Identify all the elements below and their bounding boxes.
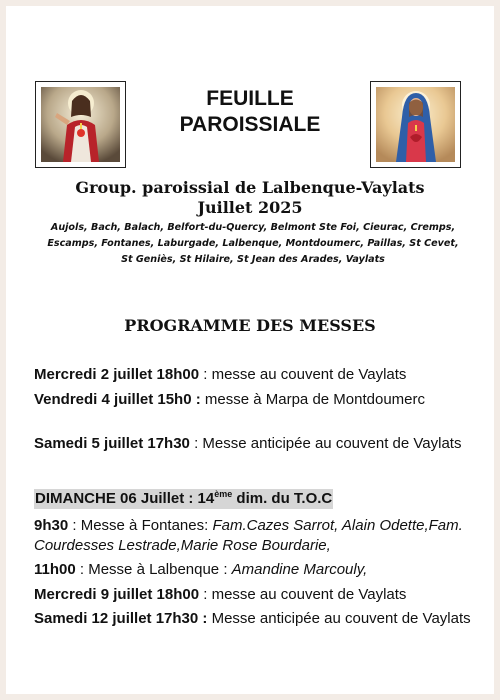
mass-when: Samedi 5 juillet 17h30 [34, 435, 190, 452]
group-month: Juillet 2025 [197, 198, 303, 217]
sunday-heading-suffix: dim. du T.O.C [232, 490, 333, 507]
mass-entry [34, 365, 474, 385]
mass-what: : messe au couvent de Vaylats [199, 586, 407, 603]
mass-when: 9h30 [34, 517, 69, 534]
sunday-heading-ordinal: ème [214, 489, 233, 499]
villages-list: Aujols, Bach, Balach, Belfort-du-Quercy, Belmont Ste Foi, Cieurac, Cremps, Escamps, Fontanes, Laburgade, Lalbenque, Montdoumerc, Paillas, St Cevet, St Geniès, St Hilaire, St Jean des Arades, Vaylats [47, 222, 459, 265]
group-name: Group. paroissial de Lalbenque-Vaylats [75, 178, 425, 197]
mass-what: : Messe à Fontanes: [68, 517, 213, 534]
mass-when: 11h00 [34, 561, 76, 578]
mass-entry [34, 585, 474, 605]
programme-heading: PROGRAMME DES MESSES [124, 316, 376, 335]
sheet-title [136, 86, 364, 138]
sacred-heart-of-jesus-image [41, 87, 120, 162]
mass-when: Mercredi 9 juillet 18h00 [34, 586, 200, 603]
immaculate-heart-image-frame [370, 81, 461, 168]
sheet-title-line2: PAROISSIALE [179, 113, 321, 136]
mass-when: Samedi 12 juillet 17h30 : [34, 610, 208, 627]
sunday-heading-prefix: DIMANCHE 06 Juillet : 14 [35, 490, 215, 507]
mass-what: messe à Marpa de Montdoumerc [200, 391, 426, 408]
mass-what: : Messe à Lalbenque : [75, 561, 232, 578]
immaculate-heart-of-mary-image [376, 87, 455, 162]
sacred-heart-image-frame [35, 81, 126, 168]
sunday-heading [34, 489, 333, 509]
mass-entry [34, 390, 474, 410]
mass-when: Vendredi 4 juillet 15h0 : [34, 391, 201, 408]
parish-sheet-page [6, 6, 494, 694]
sheet-title-line1: FEUILLE [206, 87, 294, 110]
mass-entry [34, 560, 474, 580]
mass-entry [34, 516, 474, 556]
mass-entry [34, 434, 474, 454]
mass-entry [34, 609, 474, 629]
mass-intentions: Fam.Cazes Sarrot, Alain Odette,Fam. Courdesses Lestrade,Marie Rose Bourdarie, [34, 517, 463, 554]
mass-intentions: Amandine Marcouly, [231, 561, 368, 578]
mass-when: Mercredi 2 juillet 18h00 [34, 366, 200, 383]
mass-what: Messe anticipée au couvent de Vaylats [207, 610, 471, 627]
mass-what: : messe au couvent de Vaylats [199, 366, 407, 383]
group-header [6, 178, 494, 218]
mass-what: : Messe anticipée au couvent de Vaylats [189, 435, 462, 452]
